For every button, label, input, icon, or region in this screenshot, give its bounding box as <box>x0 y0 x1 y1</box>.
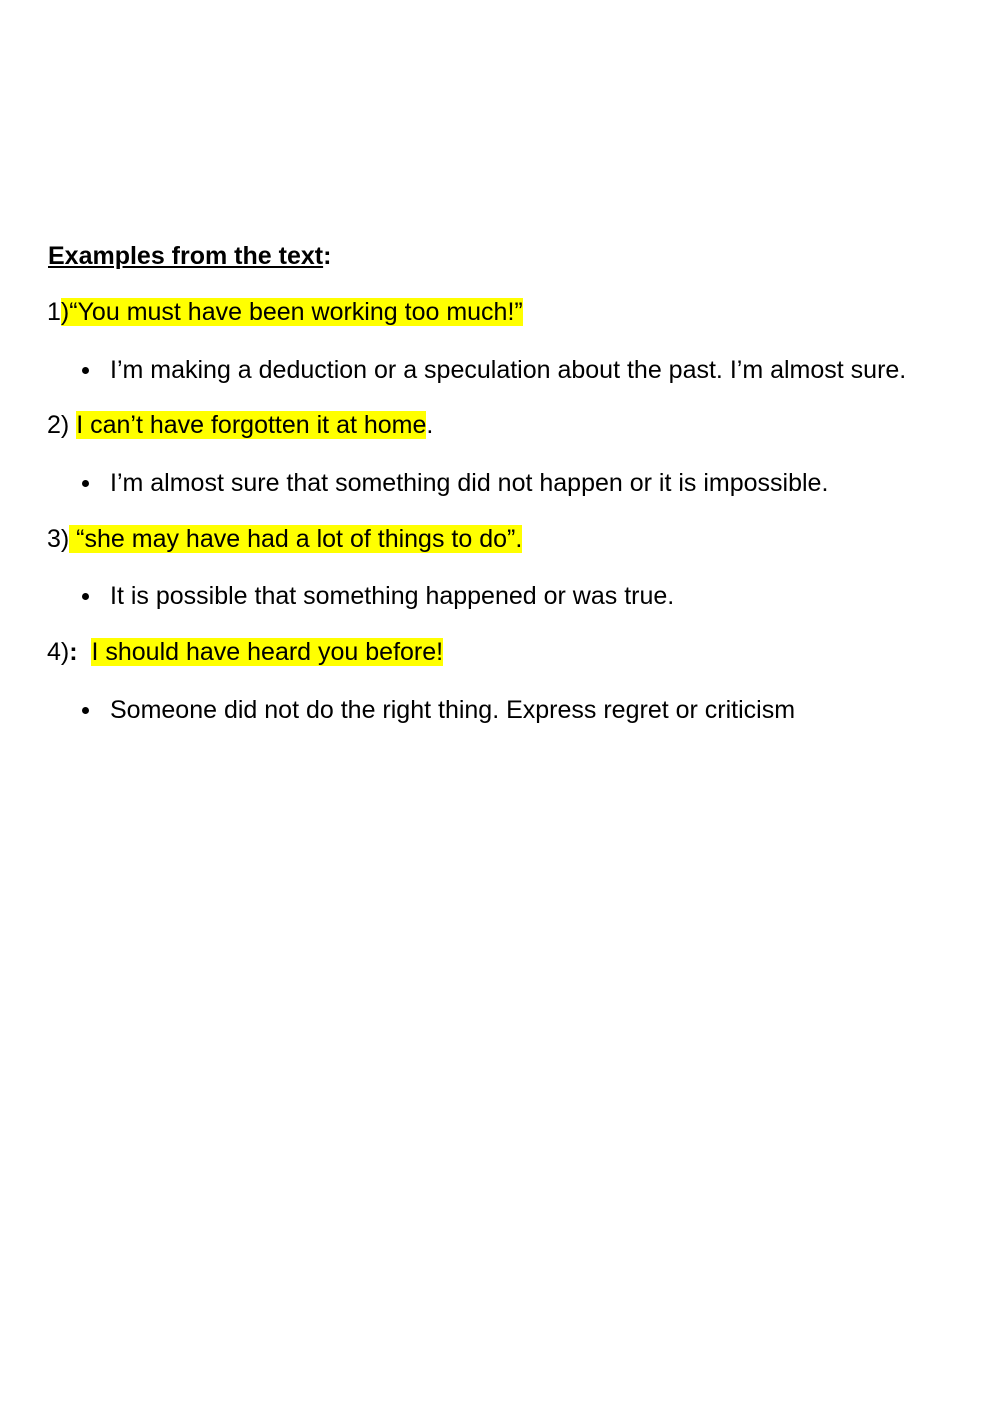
heading-text: Examples from the text <box>48 242 324 270</box>
example-number: 4) <box>47 638 70 666</box>
example-colon: : <box>69 638 78 666</box>
example-number: 2) <box>47 411 77 439</box>
example-1 <box>47 296 523 328</box>
bullet-icon <box>82 480 89 487</box>
explanation-text: I’m almost sure that something did not happen or it is impossible. <box>110 469 829 497</box>
sentence-suffix: . <box>426 411 434 439</box>
bullet-icon <box>82 367 89 374</box>
section-heading <box>48 240 331 272</box>
bullet-icon <box>82 593 89 600</box>
explanation-text: It is possible that something happened or was true. <box>110 582 675 610</box>
explanation-bullet-4 <box>80 694 795 726</box>
heading-colon: : <box>323 242 332 270</box>
example-3 <box>47 523 522 555</box>
highlighted-sentence: )“You must have been working too much!” <box>60 298 523 326</box>
example-number: 1 <box>47 298 61 326</box>
highlighted-sentence: “she may have had a lot of things to do”. <box>69 525 523 553</box>
highlighted-sentence: I should have heard you before! <box>91 638 444 666</box>
explanation-text: I’m making a deduction or a speculation about the past. I’m almost sure. <box>110 356 907 384</box>
explanation-bullet-1 <box>80 354 906 386</box>
bullet-icon <box>82 707 89 714</box>
example-4 <box>47 636 443 668</box>
explanation-bullet-3 <box>80 580 674 612</box>
example-number: 3) <box>47 525 70 553</box>
highlighted-sentence: I can’t have forgotten it at home <box>76 411 427 439</box>
example-spacer <box>78 638 92 666</box>
explanation-bullet-2 <box>80 467 828 499</box>
explanation-text: Someone did not do the right thing. Express regret or criticism <box>110 696 796 724</box>
example-2 <box>47 409 433 441</box>
